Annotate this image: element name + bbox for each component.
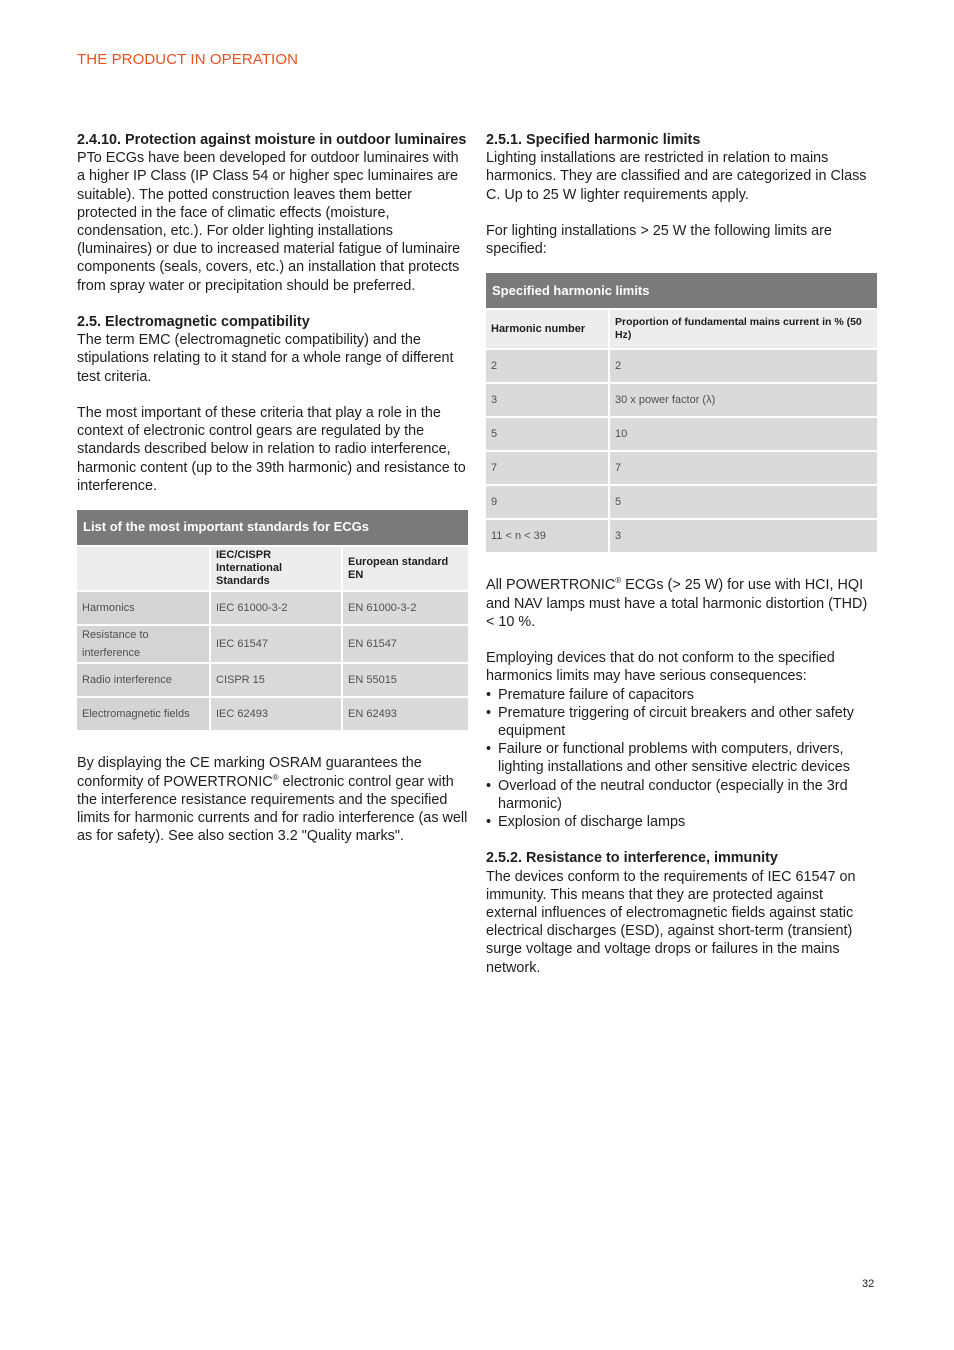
harmonic-number-cell: 3 xyxy=(486,383,609,417)
thd-text-b: ECGs (> 25 W) for use with HCI, HQI and NAV lamps must have a total harmonic distortion (THD) < 10 %. xyxy=(486,577,868,630)
table-row xyxy=(486,485,877,519)
ce-text-b: electronic control gear with the interference resistance requirements and the specified limits for harmonic currents and for radio interference (as well as for safety). See also section 3.2 "Quality marks". xyxy=(77,773,468,845)
paragraph-ce-marking xyxy=(77,754,468,845)
table-row xyxy=(486,383,877,417)
consequences-list xyxy=(486,686,877,832)
harmonic-value-cell: 10 xyxy=(609,417,877,451)
harmonic-table-caption: Specified harmonic limits xyxy=(486,273,877,309)
table-row xyxy=(77,663,468,697)
harmonic-table-header-proportion: Proportion of fundamental mains current in % (50 Hz) xyxy=(609,309,877,349)
heading-emc: 2.5. Electromagnetic compatibility xyxy=(77,314,310,331)
paragraph-consequences-intro: Employing devices that do not conform to the specified harmonics limits may have serious consequences: xyxy=(486,650,835,685)
page-section-title: THE PRODUCT IN OPERATION xyxy=(77,51,299,68)
harmonic-table-header-number: Harmonic number xyxy=(486,309,609,349)
paragraph-harmonic-classes: Lighting installations are restricted in relation to mains harmonics. They are classified and are categorized in Class C. Up to 25 W lighter requirements apply. xyxy=(486,150,867,203)
harmonic-number-cell: 11 < n < 39 xyxy=(486,519,609,553)
harmonic-limits-table xyxy=(486,273,877,554)
paragraph-emc-intro: The term EMC (electromagnetic compatibility) and the stipulations relating to it stand for a whole range of different test criteria. xyxy=(77,332,454,385)
table-row xyxy=(77,697,468,731)
standards-row-iec: CISPR 15 xyxy=(210,663,342,697)
standards-row-label: Radio interference xyxy=(77,663,210,697)
list-item: • Premature failure of capacitors xyxy=(486,686,877,704)
harmonic-value-cell: 3 xyxy=(609,519,877,553)
standards-row-en: EN 62493 xyxy=(342,697,468,731)
heading-moisture-protection: 2.4.10. Protection against moisture in outdoor luminaires xyxy=(77,132,467,148)
harmonic-value-cell: 7 xyxy=(609,451,877,485)
table-row xyxy=(486,417,877,451)
registered-mark: ® xyxy=(615,576,622,586)
registered-mark: ® xyxy=(272,772,279,782)
left-column xyxy=(77,131,468,845)
list-item: • Overload of the neutral conductor (especially in the 3rd harmonic) xyxy=(486,777,877,813)
harmonic-number-cell: 7 xyxy=(486,451,609,485)
ce-text-a: By displaying the CE marking OSRAM guarantees the conformity of POWERTRONIC xyxy=(77,755,422,790)
standards-row-iec: IEC 62493 xyxy=(210,697,342,731)
standards-row-en: EN 61000-3-2 xyxy=(342,591,468,625)
table-row xyxy=(486,451,877,485)
paragraph-emc-criteria: The most important of these criteria that play a role in the context of electronic control gears are regulated by the standards described below in relation to radio interference, harmonic content (up to the 39th harmonic) and resistance to interference. xyxy=(77,405,466,494)
harmonic-value-cell: 2 xyxy=(609,349,877,383)
standards-table-caption: List of the most important standards for ECGs xyxy=(77,510,468,546)
page-number: 32 xyxy=(862,1278,875,1290)
paragraph-immunity: The devices conform to the requirements of IEC 61547 on immunity. This means that they are protected against external influences of electromagnetic fields against static electrical discharges (ESD), against short-term (transient) surge voltage and voltage drops or failures in the mains network. xyxy=(486,868,856,976)
standards-table-header-blank xyxy=(77,546,210,591)
standards-row-iec: IEC 61000-3-2 xyxy=(210,591,342,625)
table-row xyxy=(77,591,468,625)
standards-row-iec: IEC 61547 xyxy=(210,625,342,663)
standards-row-en: EN 61547 xyxy=(342,625,468,663)
harmonic-value-cell: 30 x power factor (λ) xyxy=(609,383,877,417)
paragraph-harmonic-limits-intro: For lighting installations > 25 W the following limits are specified: xyxy=(486,223,832,258)
paragraph-moisture-protection: PTo ECGs have been developed for outdoor luminaires with a higher IP Class (IP Class 54 or higher spec luminaires are suitable). The potted construction leaves them better protected in the face of climatic effects (moisture, condensation, etc.). For older lighting installations (luminaires) or due to increased material fatigue of luminaire components (seals, covers, etc.) an installation that protects from spray water or precipitation should be preferred. xyxy=(77,150,461,294)
heading-harmonic-limits: 2.5.1. Specified harmonic limits xyxy=(486,132,701,148)
table-row xyxy=(486,349,877,383)
heading-immunity: 2.5.2. Resistance to interference, immunity xyxy=(486,850,778,867)
list-item: • Failure or functional problems with computers, drivers, lighting installations and other sensitive electric devices xyxy=(486,740,877,776)
harmonic-number-cell: 2 xyxy=(486,349,609,383)
standards-row-en: EN 55015 xyxy=(342,663,468,697)
standards-row-label: Harmonics xyxy=(77,591,210,625)
harmonic-number-cell: 5 xyxy=(486,417,609,451)
standards-row-label: Electromagnetic fields xyxy=(77,697,210,731)
standards-table xyxy=(77,510,468,732)
paragraph-thd xyxy=(486,576,877,631)
thd-text-a: All POWERTRONIC xyxy=(486,577,616,594)
standards-table-header-iec: IEC/CISPR International Standards xyxy=(210,546,342,591)
table-row xyxy=(486,519,877,553)
harmonic-value-cell: 5 xyxy=(609,485,877,519)
harmonic-number-cell: 9 xyxy=(486,485,609,519)
standards-table-header-en: European standard EN xyxy=(342,546,468,591)
standards-row-label: Resistance to interference xyxy=(77,625,210,663)
right-column xyxy=(486,131,877,977)
list-item: • Explosion of discharge lamps xyxy=(486,813,877,831)
list-item: • Premature triggering of circuit breakers and other safety equipment xyxy=(486,704,877,740)
table-row xyxy=(77,625,468,663)
